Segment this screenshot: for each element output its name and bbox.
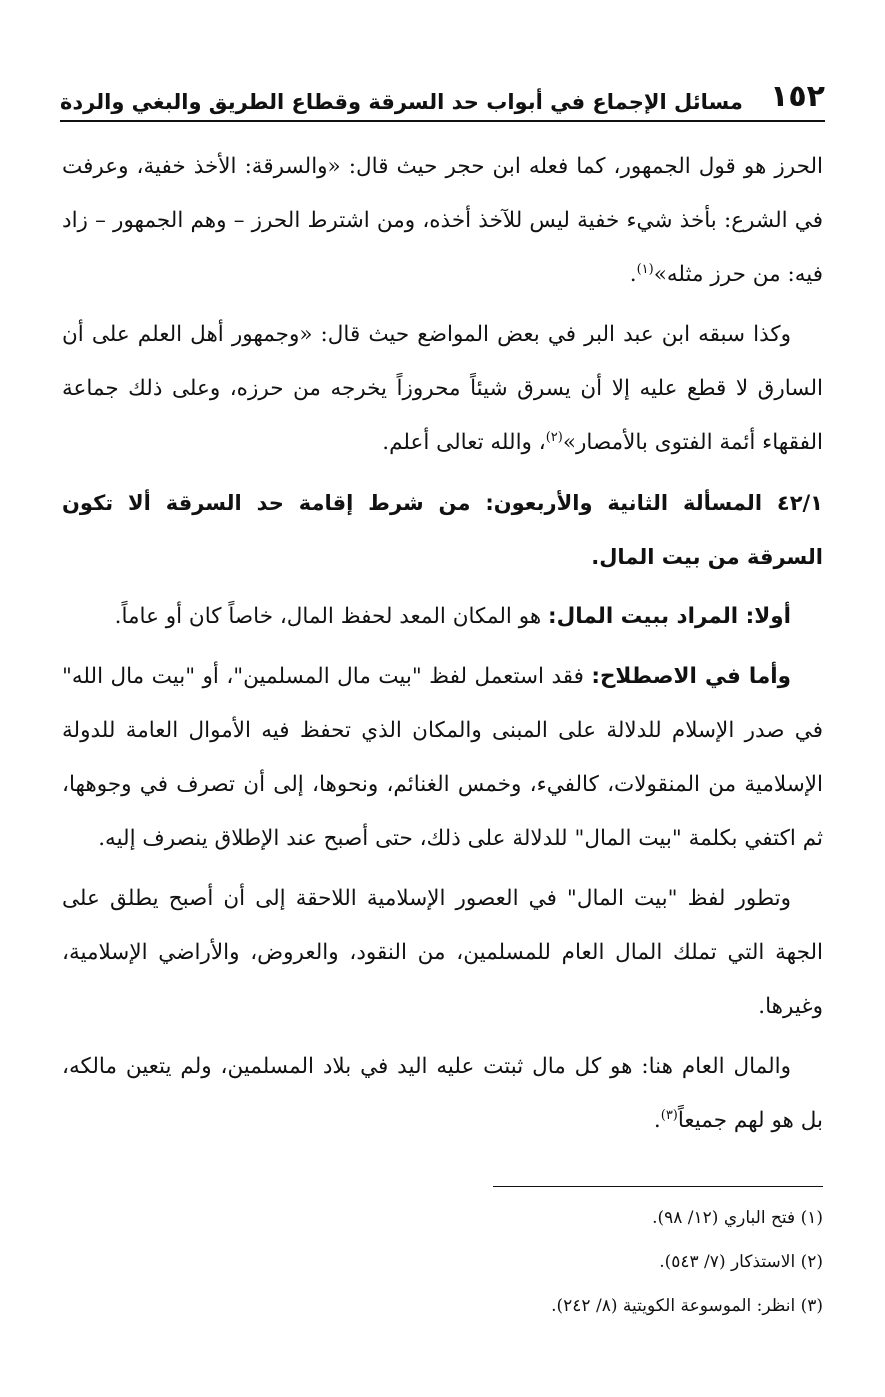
footnote-1: (١) فتح الباري (١٢/ ٩٨). xyxy=(652,1208,823,1228)
page-header xyxy=(60,62,825,122)
definition-technical: وأما في الاصطلاح: فقد استعمل لفظ "بيت مال المسلمين"، أو "بيت مال الله" في صدر الإسلام للدلالة على المبنى والمكان الذي تحفظ فيه الأموال العامة للدولة الإسلامية من المنقولات، كالفيء، وخمس الغنائم، ونحوها، إلى أن تصرف في وجوهها، ثم اكتفي بكلمة "بيت المال" للدلالة على ذلك، حتى أصبح عند الإطلاق ينصرف إليه. xyxy=(62,664,823,851)
footnote-3: (٣) انظر: الموسوعة الكويتية (٨/ ٢٤٢). xyxy=(551,1296,823,1316)
definition-linguistic: أولا: المراد ببيت المال: هو المكان المعد لحفظ المال، خاصاً كان أو عاماً. xyxy=(114,604,791,629)
footnote-2: (٢) الاستذكار (٧/ ٥٤٣). xyxy=(659,1252,823,1272)
paragraph-ibn-hajar: الحرز هو قول الجمهور، كما فعله ابن حجر حيث قال: «والسرقة: الأخذ خفية، وعرفت في الشرع: بأخذ شيء خفية ليس للآخذ أخذه، ومن اشترط الحرز – وهم الجمهور – زاد فيه: من حرز مثله»$^{(١)}$. xyxy=(62,154,823,287)
issue-heading: ٤٢/١ المسألة الثانية والأربعون: من شرط إقامة حد السرقة ألا تكون السرقة من بيت المال. xyxy=(62,491,823,569)
footnotes xyxy=(62,1196,823,1328)
paragraph-public-money: والمال العام هنا: هو كل مال ثبتت عليه اليد في بلاد المسلمين، ولم يتعين مالكه، بل هو لهم جميعاً$^{(٣)}$. xyxy=(62,1054,823,1133)
footnote-ref-1: (١) xyxy=(636,261,654,277)
paragraph-development: وتطور لفظ "بيت المال" في العصور الإسلامية اللاحقة إلى أن أصبح يطلق على الجهة التي تملك المال العام للمسلمين، من النقود، والعروض، والأراضي الإسلامية، وغيرها. xyxy=(62,886,823,1019)
footnote-ref-3: (٣) xyxy=(660,1107,678,1123)
page-body xyxy=(62,140,823,1154)
running-title: مسائل الإجماع في أبواب حد السرقة وقطاع الطريق والبغي والردة xyxy=(60,90,743,114)
definition-label: وأما في الاصطلاح: xyxy=(591,664,791,689)
paragraph-ibn-abd-albar: وكذا سبقه ابن عبد البر في بعض المواضع حيث قال: «وجمهور أهل العلم على أن السارق لا قطع عليه إلا أن يسرق شيئاً محروزاً يخرجه من حرزه، وعلى ذلك جماعة الفقهاء أئمة الفتوى بالأمصار»$^{(٢)}$، والله تعالى أعلم. xyxy=(62,322,823,455)
footnote-separator xyxy=(493,1186,823,1187)
page-number: ١٥٢ xyxy=(770,79,825,114)
definition-label: أولا: المراد ببيت المال: xyxy=(548,604,791,629)
footnote-ref-2: (٢) xyxy=(545,429,563,445)
